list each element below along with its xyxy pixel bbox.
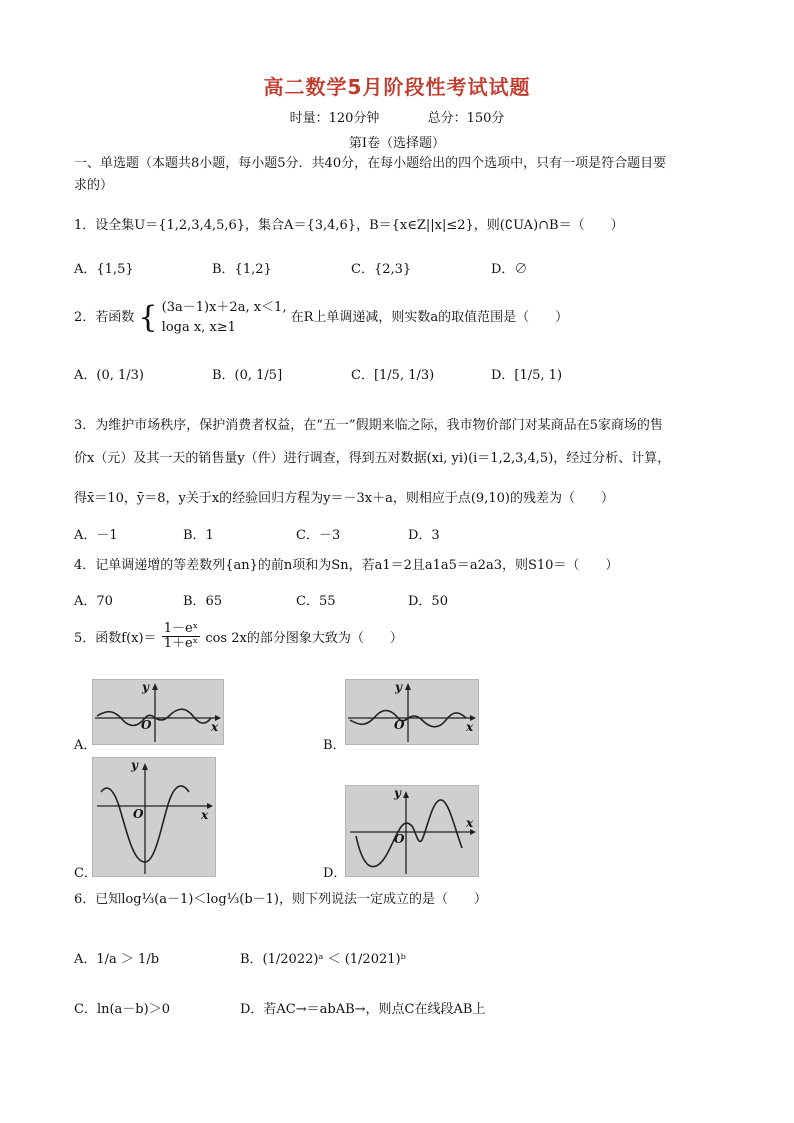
page-title: 高二数学5月阶段性考试试题	[263, 75, 531, 99]
question-2	[74, 296, 568, 340]
q5-numerator: 1－eˣ	[163, 621, 199, 636]
q2-option-b[interactable]: B．(0, 1/5]	[212, 368, 283, 383]
graph-d-plot	[346, 786, 478, 876]
q2-option-a[interactable]: A．(0, 1/3)	[74, 368, 144, 383]
q2-option-c[interactable]: C．[1/5, 1/3)	[351, 368, 435, 383]
section-heading-line1: 一、单选题（本题共8小题，每小题5分．共40分，在每小题给出的四个选项中，只有一项是符合题目要	[74, 156, 667, 171]
graph-a-y-label: y	[142, 680, 149, 694]
exam-score: 总分：150分	[427, 111, 505, 126]
y-arrow-icon	[142, 763, 148, 770]
q5-option-b[interactable]: B．	[323, 738, 346, 753]
q5-suffix: cos 2x的部分图象大致为（ ）	[205, 631, 403, 646]
q5-option-c[interactable]: C．	[74, 866, 97, 881]
q6-option-d[interactable]: D．若AC→＝abAB→，则点C在线段AB上	[240, 1002, 486, 1017]
graph-b[interactable]	[345, 679, 479, 745]
graph-b-origin: O	[394, 718, 405, 732]
graph-c-plot	[93, 758, 215, 876]
graph-d-origin: O	[394, 832, 405, 846]
volume-heading: 第Ⅰ卷（选择题）	[348, 136, 446, 151]
graph-b-plot	[346, 680, 478, 744]
graph-d-y-label: y	[394, 786, 401, 800]
q4-option-a[interactable]: A．70	[74, 594, 113, 609]
q6-option-a[interactable]: A．1/a ＞ 1/b	[74, 952, 160, 967]
graph-a-plot	[93, 680, 223, 744]
q1-option-d[interactable]: D．∅	[491, 262, 528, 277]
q5-prefix: 5．函数f(x)＝	[74, 631, 157, 646]
q5-denominator: 1＋eˣ	[163, 636, 199, 651]
exam-time: 时量：120分钟	[289, 111, 380, 126]
y-arrow-icon	[152, 683, 158, 690]
exam-meta	[0, 107, 794, 126]
question-1: 1．设全集U＝{1,2,3,4,5,6}，集合A＝{3,4,6}，B＝{x∈Z||x|≤2}，则(∁UA)∩B＝（ ）	[74, 218, 624, 233]
question-6: 6．已知log⅓(a－1)＜log⅓(b－1)，则下列说法一定成立的是（ ）	[74, 892, 487, 907]
q6-option-b[interactable]: B．(1/2022)ᵃ ＜ (1/2021)ᵇ	[240, 952, 406, 967]
y-arrow-icon	[405, 683, 411, 690]
brace-icon: {	[138, 300, 158, 335]
q2-suffix: 在R上单调递减，则实数a的取值范围是（ ）	[290, 310, 569, 325]
q1-option-b[interactable]: B．{1,2}	[212, 262, 272, 277]
graph-c-y-label: y	[131, 758, 138, 772]
graph-a[interactable]	[92, 679, 224, 745]
q2-case-2: loga x, x≥1	[161, 320, 236, 335]
y-arrow-icon	[403, 791, 409, 798]
q2-case-1: (3a－1)x＋2a, x＜1,	[161, 300, 287, 315]
question-4: 4．记单调递增的等差数列{an}的前n项和为Sn，若a1＝2且a1a5＝a2a3，则S10＝（ ）	[74, 558, 619, 573]
graph-a-x-label: x	[211, 720, 219, 734]
graph-c-origin: O	[133, 807, 144, 821]
q4-option-b[interactable]: B．65	[183, 594, 223, 609]
curve-d	[356, 800, 462, 867]
graph-d[interactable]	[345, 785, 479, 877]
q3-option-b[interactable]: B．1	[183, 528, 214, 543]
graph-a-origin: O	[141, 718, 152, 732]
q1-option-c[interactable]: C．{2,3}	[351, 262, 412, 277]
q5-option-d[interactable]: D．	[323, 866, 347, 881]
q2-option-d[interactable]: D．[1/5, 1)	[491, 368, 563, 383]
q5-fraction	[162, 622, 200, 651]
question-3-line3: 得x̄＝10，ȳ＝8，y关于x的经验回归方程为y＝－3x＋a，则相应于点(9,10)的残差为（ ）	[74, 491, 614, 506]
section-heading	[74, 153, 734, 197]
graph-c[interactable]	[92, 757, 216, 877]
question-5	[74, 622, 403, 662]
graph-b-y-label: y	[395, 680, 402, 694]
q2-prefix: 2．若函数	[74, 310, 135, 325]
section-heading-line2: 求的）	[74, 178, 114, 193]
question-3-line2: 价x（元）及其一天的销售量y（件）进行调查，得到五对数据(xi, yi)(i＝1,2,3,4,5)，经过分析、计算，	[74, 451, 671, 466]
q4-option-c[interactable]: C．55	[296, 594, 336, 609]
question-3-line1: 3．为维护市场秩序，保护消费者权益，在“五一”假期来临之际，我市物价部门对某商品在5家商场的售	[74, 418, 663, 433]
q3-option-c[interactable]: C．－3	[296, 528, 341, 543]
q1-option-a[interactable]: A．{1,5}	[74, 262, 134, 277]
q5-option-a[interactable]: A．	[74, 738, 97, 753]
q6-option-c[interactable]: C．ln(a－b)＞0	[74, 1002, 170, 1017]
q3-option-d[interactable]: D．3	[408, 528, 440, 543]
q4-option-d[interactable]: D．50	[408, 594, 448, 609]
graph-c-x-label: x	[201, 808, 209, 822]
graph-d-x-label: x	[466, 816, 474, 830]
q3-option-a[interactable]: A．－1	[74, 528, 118, 543]
q2-cases	[162, 298, 287, 338]
graph-b-x-label: x	[466, 720, 474, 734]
